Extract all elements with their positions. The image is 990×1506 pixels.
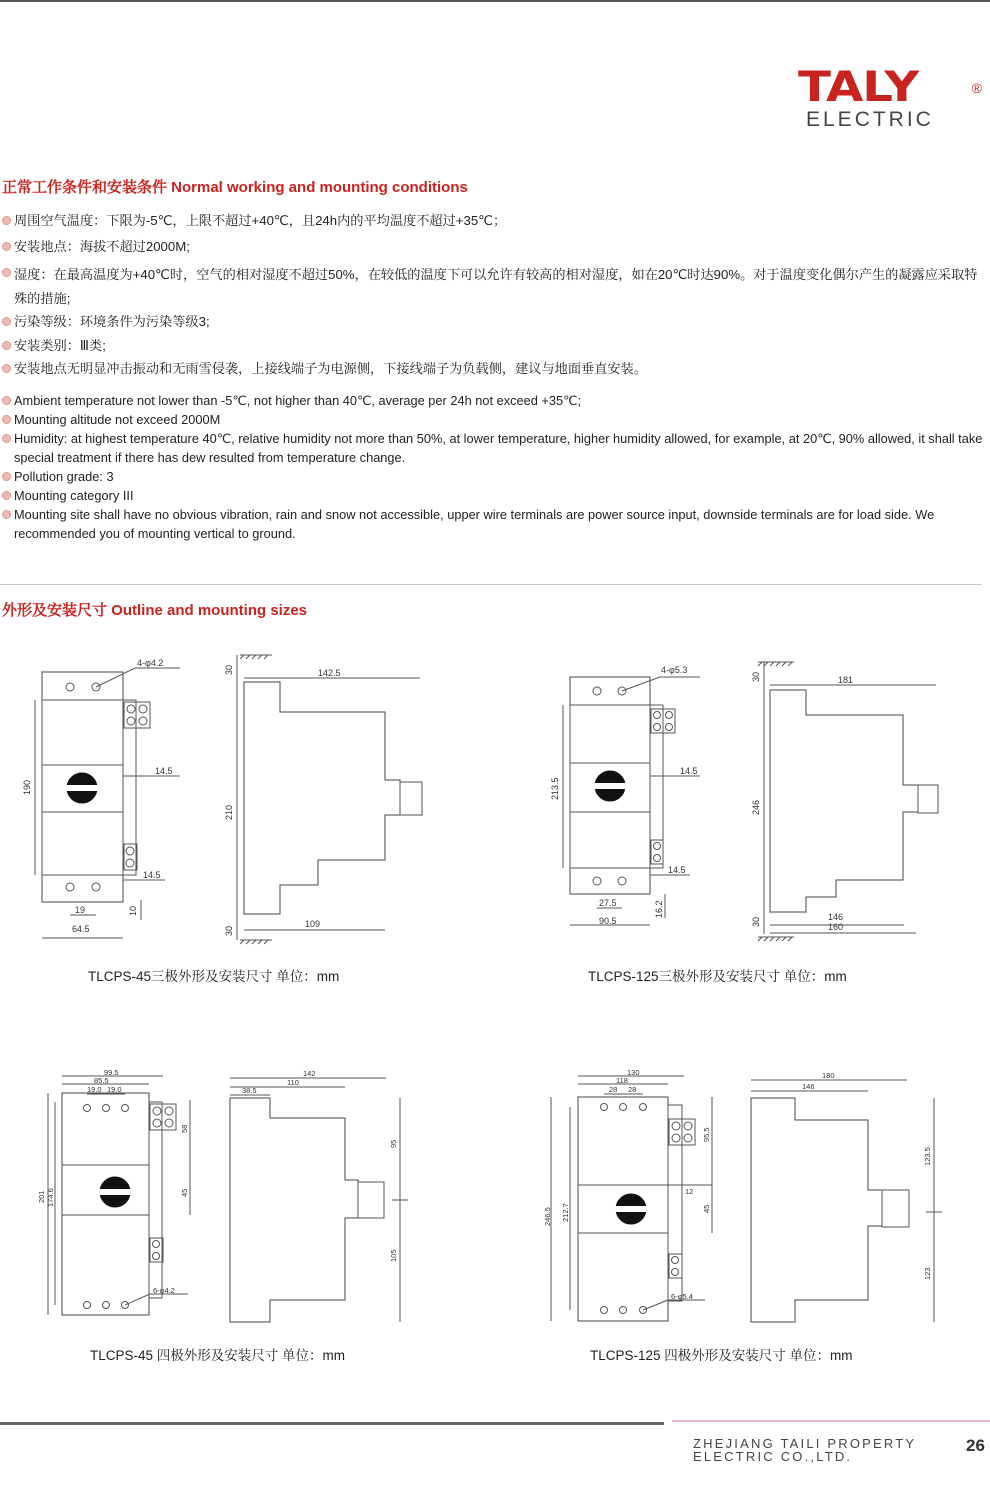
- drawing-caption: TLCPS-45三极外形及安装尺寸 单位：mm: [88, 969, 340, 984]
- dim-label: 142: [303, 1069, 316, 1078]
- dim-label: 28: [628, 1085, 637, 1094]
- dim-label: 30: [224, 925, 234, 936]
- dim-label: 30: [224, 664, 234, 675]
- drawing-tlcps125-4p-front: [551, 1076, 712, 1321]
- list-item: 污染等级：环境条件为污染等级3;: [2, 312, 990, 331]
- drawing-caption: TLCPS-125三极外形及安装尺寸 单位：mm: [588, 969, 847, 984]
- logo-subtitle: ELECTRIC: [806, 108, 934, 131]
- page-number: 26: [966, 1436, 985, 1455]
- dim-label: 28: [609, 1085, 618, 1094]
- footer-company: [693, 1437, 916, 1463]
- dim-label: 4-φ4.2: [137, 658, 164, 668]
- dim-label: 181: [838, 675, 854, 685]
- dim-label: 118: [616, 1076, 628, 1085]
- drawing-tlcps45-4p-side: [230, 1078, 408, 1322]
- dim-label: 210: [224, 804, 234, 820]
- list-item: Pollution grade: 3: [2, 467, 990, 486]
- dim-label: 123: [923, 1267, 932, 1280]
- dim-label: 45: [180, 1188, 189, 1197]
- dim-label: 201: [37, 1190, 46, 1203]
- section-title-outline: 外形及安装尺寸 Outline and mounting sizes: [2, 602, 308, 619]
- footer-company-line1: ZHEJIANG TAILI PROPERTY: [693, 1436, 917, 1451]
- footer-bar: [0, 1422, 664, 1425]
- dim-label: 110: [287, 1078, 299, 1087]
- dim-label: 6-φ5.4: [671, 1292, 693, 1301]
- dim-label: 19.0: [107, 1085, 122, 1094]
- dim-label: 174.6: [46, 1188, 55, 1207]
- dim-label: 99.5: [104, 1068, 119, 1077]
- dim-label: 4-φ5.3: [661, 665, 688, 675]
- dim-label: 10: [128, 905, 138, 916]
- footer-accent-bar: [672, 1420, 990, 1422]
- dim-label: 246.5: [543, 1207, 552, 1226]
- list-item: Humidity: at highest temperature 40℃, relative humidity not more than 50%, at lower temperature, higher humidity allowed, for example, at 20℃, 90% allowed, it shall take special treatment if there has dew resulted from temperature change.: [2, 429, 990, 467]
- dim-label: 30: [751, 916, 761, 927]
- dim-label: 30: [751, 671, 761, 682]
- dim-label: 45: [702, 1204, 711, 1213]
- drawing-tlcps45-4p-front: [48, 1076, 190, 1315]
- dim-label: 90.5: [599, 916, 617, 926]
- dim-label: 95.5: [702, 1127, 711, 1142]
- dim-label: 19.0: [87, 1085, 102, 1094]
- dim-label: 27.5: [599, 898, 617, 908]
- footer-company-line2: ELECTRIC CO.,LTD.: [693, 1449, 853, 1464]
- dim-label: 160: [828, 922, 844, 932]
- dim-label: 130: [627, 1068, 640, 1077]
- dim-label: 95: [389, 1139, 398, 1148]
- dim-label: 14.5: [668, 865, 686, 875]
- list-item: 安装类别：Ⅲ类;: [2, 336, 990, 355]
- dim-label: 12: [685, 1187, 694, 1196]
- drawing-tlcps125-4p-side: [751, 1080, 942, 1322]
- dim-label: 246: [751, 799, 761, 815]
- logo-wordmark: TALY: [798, 62, 919, 111]
- dim-label: 123.5: [923, 1147, 932, 1166]
- dim-label: 16.2: [654, 900, 664, 918]
- dim-label: 146: [828, 912, 844, 922]
- dim-label: 6-φ4.2: [153, 1286, 175, 1295]
- drawing-tlcps45-3p-front: [35, 668, 180, 938]
- list-item: Mounting site shall have no obvious vibration, rain and snow not accessible, upper wire terminals are power source input, downside terminals are for load side. We recommended you of mounting vertical to ground.: [2, 505, 990, 543]
- dim-label: 213.5: [550, 777, 560, 800]
- dim-label: 14.5: [680, 766, 698, 776]
- list-item: Mounting category III: [2, 486, 990, 505]
- list-item: 安装地点：海拔不超过2000M;: [2, 237, 990, 256]
- dim-label: 212.7: [561, 1203, 570, 1222]
- dim-label: 38.5: [242, 1086, 257, 1095]
- registered-mark: ®: [971, 80, 982, 96]
- drawing-tlcps125-3p-front: [563, 677, 700, 925]
- dim-label: 180: [822, 1071, 835, 1080]
- list-item: 湿度：在最高温度为+40℃时，空气的相对湿度不超过50%，在较低的温度下可以允许有较高的相对湿度，如在20℃时达90%。对于温度变化偶尔产生的凝露应采取特殊的措施;: [2, 263, 990, 311]
- section-title-conditions: 正常工作条件和安装条件 Normal working and mounting conditions: [2, 179, 468, 196]
- dim-label: 146: [802, 1082, 815, 1091]
- dim-label: 142.5: [318, 668, 341, 678]
- dim-label: 64.5: [72, 924, 90, 934]
- dim-label: 85.5: [94, 1076, 109, 1085]
- drawing-caption: TLCPS-125 四极外形及安装尺寸 单位：mm: [590, 1348, 853, 1363]
- dim-label: 109: [305, 919, 321, 929]
- list-item: Ambient temperature not lower than -5℃, not higher than 40℃, average per 24h not exceed +35℃;: [2, 391, 990, 410]
- list-item: 周围空气温度：下限为-5℃，上限不超过+40℃，且24h内的平均温度不超过+35℃；: [2, 211, 990, 230]
- dim-label: 19: [75, 905, 86, 915]
- dim-label: 14.5: [155, 766, 173, 776]
- drawing-tlcps45-3p-side: [237, 655, 422, 944]
- drawing-caption: TLCPS-45 四极外形及安装尺寸 单位：mm: [90, 1348, 346, 1363]
- dim-label: 14.5: [143, 870, 161, 880]
- list-item: 安装地点无明显冲击振动和无雨雪侵袭，上接线端子为电源侧，下接线端子为负载侧，建议与地面垂直安装。: [2, 359, 990, 378]
- dim-label: 58: [180, 1124, 189, 1133]
- dim-label: 190: [22, 779, 32, 795]
- drawing-tlcps125-3p-side: [758, 662, 938, 941]
- list-item: Mounting altitude not exceed 2000M: [2, 410, 990, 429]
- dim-label: 105: [389, 1249, 398, 1262]
